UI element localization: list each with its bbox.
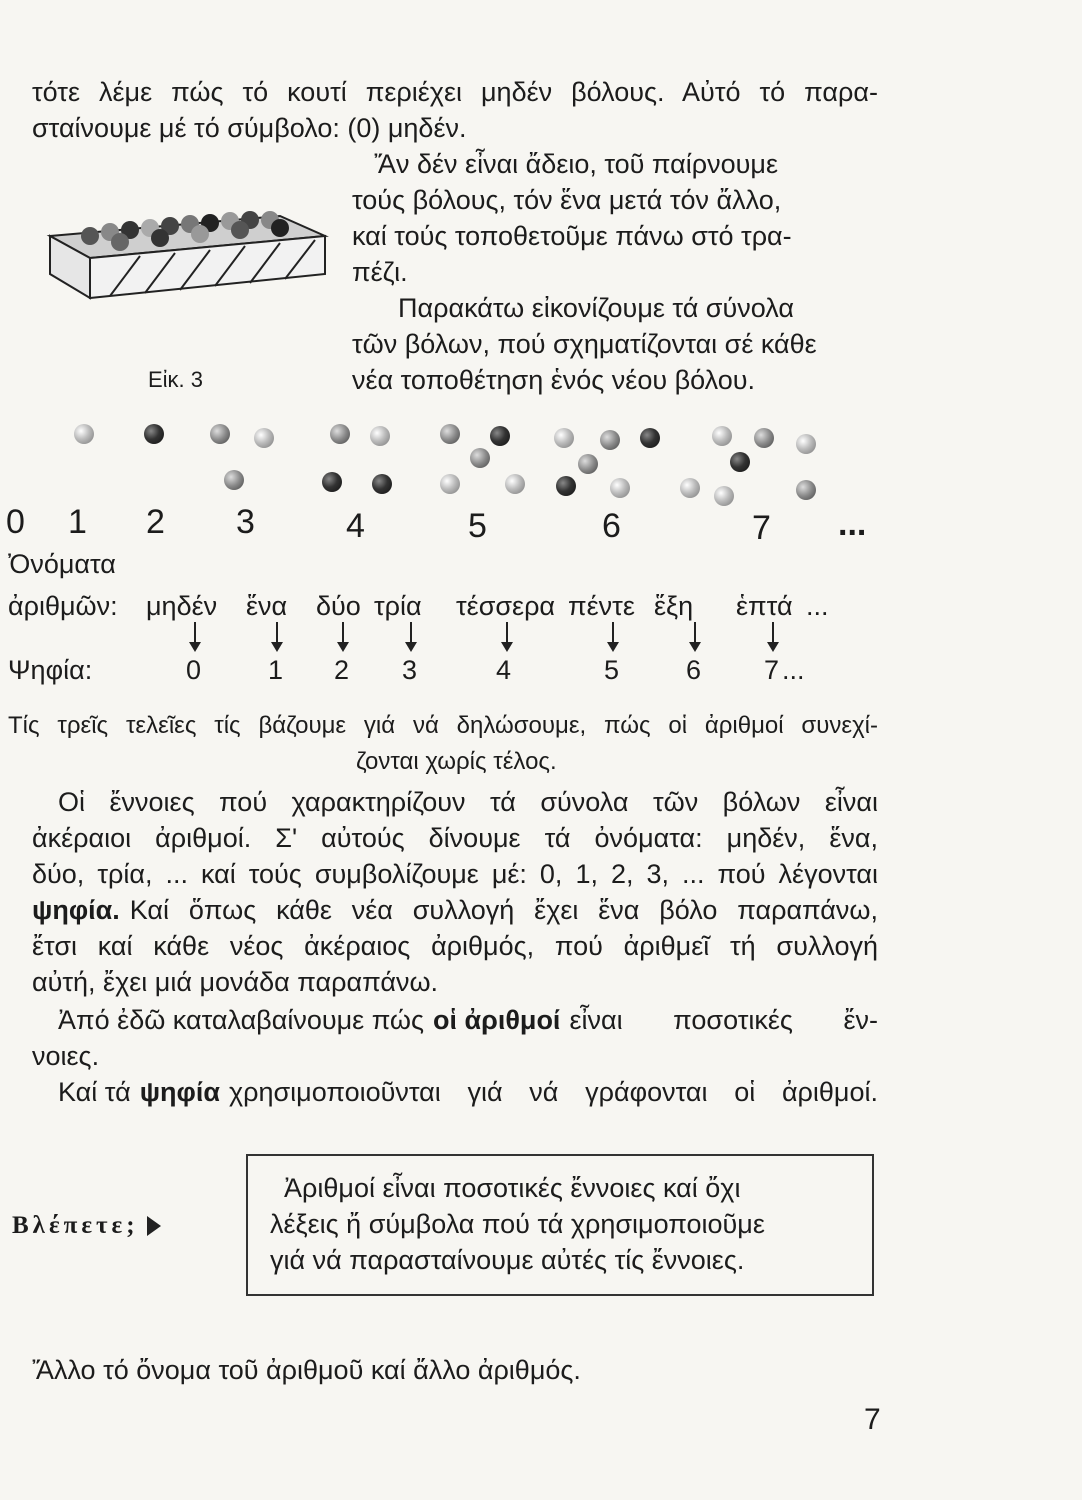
definition-line-3: γιά νά παρασταίνουμε αὐτές τίς ἔννοιες. (270, 1245, 745, 1275)
concept-line-3: δύο, τρία, ... καί τούς συμβολίζουμε μέ: 0, 1, 2, 3, ... πού λέγονται (32, 859, 878, 889)
top-paragraph-line-1: τότε λέμε πώς τό κουτί περιέχει μηδέν βόλους. Αὐτό τό παρα- (32, 77, 878, 107)
marble (714, 486, 734, 506)
digit-7: 7 (764, 655, 780, 685)
marble (330, 424, 350, 444)
name-1: ἕνα (246, 591, 288, 621)
marble (600, 430, 620, 450)
here-post: εἶναι ποσοτικές ἔν- (569, 1005, 878, 1035)
digit-5: 5 (604, 655, 620, 685)
digit-3: 3 (402, 655, 418, 685)
marble (754, 428, 774, 448)
name-2: δύο (316, 591, 361, 621)
here-bold: οἱ ἀριθμοί (433, 1005, 561, 1035)
right-paragraph-line-1: Ἄν δέν εἶναι ἄδειο, τοῦ παίρνουμε (374, 149, 779, 179)
here-line-1 (58, 1002, 878, 1038)
count-6: 6 (602, 507, 621, 545)
digits-usage-bold: ψηφία (139, 1077, 220, 1107)
box-of-marbles-illustration (30, 196, 330, 306)
marble (554, 428, 574, 448)
arrow-down-icon (342, 622, 344, 648)
marble (144, 424, 164, 444)
marble (254, 428, 274, 448)
definition-line-2: λέξεις ἤ σύμβολα πού τά χρησιμοποιοῦμε (270, 1209, 765, 1239)
pointer-right-icon (147, 1216, 161, 1236)
arrow-down-icon (694, 622, 696, 648)
count-4: 4 (346, 507, 365, 545)
marble (490, 426, 510, 446)
name-6: ἕξη (654, 591, 694, 621)
arrow-down-icon (410, 622, 412, 648)
see-label-group (12, 1212, 161, 1240)
concept-line-6: αὐτή, ἔχει μιά μονάδα παραπάνω. (32, 967, 439, 997)
marble (796, 434, 816, 454)
definition-line-1: Ἀριθμοί εἶναι ποσοτικές ἔννοιες καί ὄχι (284, 1173, 741, 1203)
name-ellipsis: ... (806, 591, 829, 621)
concept-line-4 (32, 892, 878, 928)
arrow-down-icon (772, 622, 774, 648)
right-paragraph-line-6: τῶν βόλων, πού σχηματίζονται σέ κάθε (352, 329, 817, 359)
digit-1: 1 (268, 655, 284, 685)
arrow-down-icon (276, 622, 278, 648)
marble (730, 452, 750, 472)
arrow-down-icon (194, 622, 196, 648)
digit-6: 6 (686, 655, 702, 685)
count-2: 2 (146, 503, 165, 541)
marble (224, 470, 244, 490)
see-label: Βλέπετε; (12, 1212, 139, 1239)
names-label-line-2: ἀριθμῶν: (8, 591, 118, 621)
count-3: 3 (236, 503, 255, 541)
marble (74, 424, 94, 444)
digits-usage-line (58, 1074, 878, 1110)
count-ellipsis: ... (838, 505, 867, 543)
count-5: 5 (468, 507, 487, 545)
right-paragraph-line-4: πέζι. (352, 257, 408, 287)
dots-note-line-1: Τίς τρεῖς τελεῖες τίς βάζουμε γιά νά δηλώσουμε, πώς οἱ ἀριθμοί συνεχί- (8, 712, 878, 739)
right-paragraph-line-3: καί τούς τοποθετοῦμε πάνω στό τρα- (352, 221, 792, 251)
name-5: πέντε (568, 591, 635, 621)
marble (796, 480, 816, 500)
name-0: μηδέν (146, 591, 218, 621)
top-paragraph-line-2: σταίνουμε μέ τό σύμβολο: (0) μηδέν. (32, 113, 467, 143)
marble (712, 426, 732, 446)
digits-label: Ψηφία: (8, 655, 93, 685)
here-pre: Ἀπό ἐδῶ καταλαβαίνουμε πώς (58, 1005, 425, 1035)
digit-2: 2 (334, 655, 350, 685)
concept-line-1: Οἱ ἔννοιες πού χαρακτηρίζουν τά σύνολα τῶν βόλων εἶναι (58, 787, 878, 817)
marble (680, 478, 700, 498)
right-paragraph-line-5: Παρακάτω εἰκονίζουμε τά σύνολα (398, 293, 794, 323)
concept-line-4-rest: Καί ὅπως κάθε νέα συλλογή ἔχει ἕνα βόλο παραπάνω, (129, 895, 878, 925)
marble (470, 448, 490, 468)
dots-note-line-2: ζονται χωρίς τέλος. (356, 748, 557, 775)
concept-line-5: ἔτσι καί κάθε νέος ἀκέραιος ἀριθμός, πού ἀριθμεῖ τή συλλογή (32, 931, 878, 961)
name-7: ἑπτά (736, 591, 793, 621)
marble (210, 424, 230, 444)
marble (372, 474, 392, 494)
digits-usage-pre: Καί τά (58, 1077, 131, 1107)
name-4: τέσσερα (456, 591, 556, 621)
arrow-down-icon (506, 622, 508, 648)
marble (440, 474, 460, 494)
arrow-down-icon (612, 622, 614, 648)
count-0: 0 (6, 503, 25, 541)
closing-line: Ἄλλο τό ὄνομα τοῦ ἀριθμοῦ καί ἄλλο ἀριθμός. (32, 1355, 581, 1385)
right-paragraph-line-7: νέα τοποθέτηση ἑνός νέου βόλου. (352, 365, 756, 395)
marble (610, 478, 630, 498)
digits-term: ψηφία. (32, 895, 120, 925)
marble (370, 426, 390, 446)
name-3: τρία (374, 591, 422, 621)
figure-caption: Εἰκ. 3 (148, 367, 204, 392)
marble (640, 428, 660, 448)
right-paragraph-line-2: τούς βόλους, τόν ἕνα μετά τόν ἄλλο, (352, 185, 782, 215)
marble (578, 454, 598, 474)
marble (322, 472, 342, 492)
digit-4: 4 (496, 655, 512, 685)
here-line-2: νοιες. (32, 1041, 100, 1071)
digits-usage-post: χρησιμοποιοῦνται γιά νά γράφονται οἱ ἀριθμοί. (228, 1077, 878, 1107)
digit-ellipsis: ... (782, 655, 805, 685)
marble (556, 476, 576, 496)
count-7: 7 (752, 509, 771, 547)
marble (505, 474, 525, 494)
count-1: 1 (68, 503, 87, 541)
digit-0: 0 (186, 655, 202, 685)
marble (440, 424, 460, 444)
concept-line-2: ἀκέραιοι ἀριθμοί. Σ' αὐτούς δίνουμε τά ὀνόματα: μηδέν, ἕνα, (32, 823, 878, 853)
page-number: 7 (864, 1403, 881, 1436)
names-label-line-1: Ὀνόματα (8, 549, 116, 579)
